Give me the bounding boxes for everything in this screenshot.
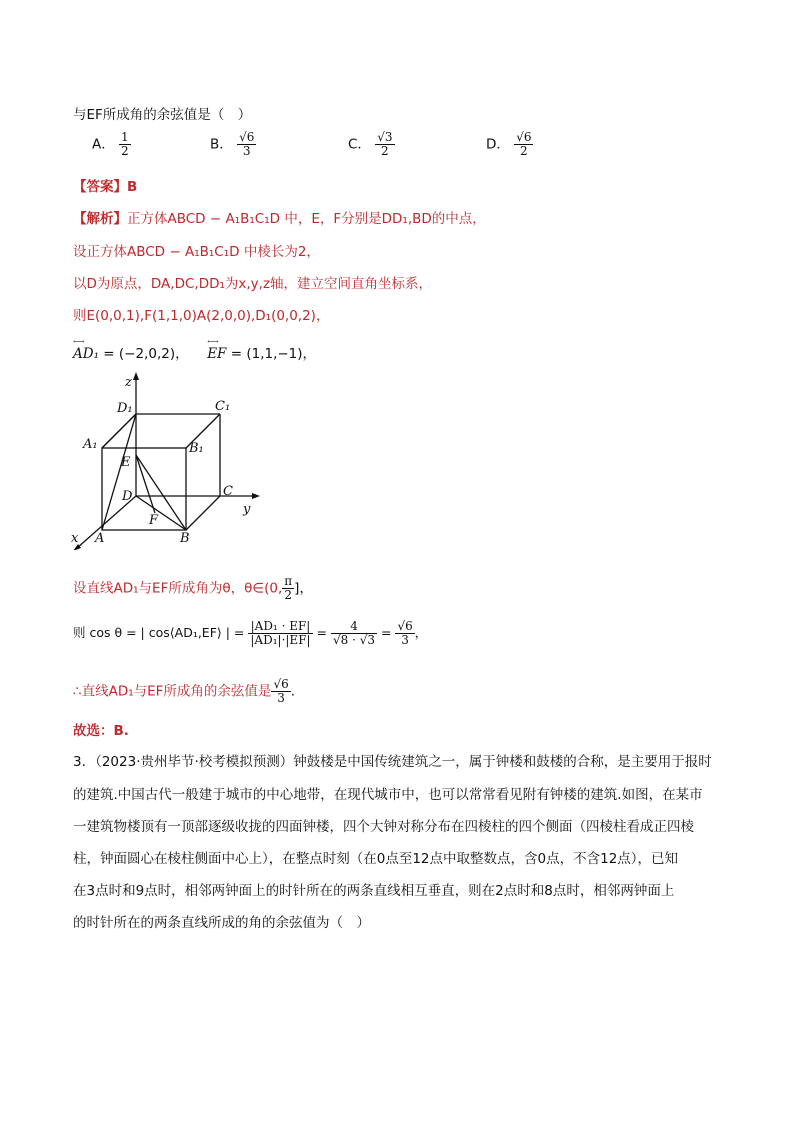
answer-label: 【答案】 xyxy=(73,179,127,195)
q3-line-2: 的建筑.中国古代一般建于城市的中心地带，在现代城市中，也可以常常看见附有钟楼的建筑.如图，在某市 xyxy=(73,787,703,803)
q3-line-6: 的时针所在的两条直线所成的角的余弦值为（ ） xyxy=(73,915,370,931)
label-c1: C₁ xyxy=(215,399,231,414)
q3-line-5: 在3点时和9点时，相邻两钟面上的时针所在的两条直线相互垂直，则在2点时和8点时，相邻两钟面上 xyxy=(73,883,675,899)
option-c-fraction: $\frac{√3}{2}$ xyxy=(377,130,393,159)
label-z: z xyxy=(125,375,132,390)
angle-line xyxy=(73,575,313,602)
vector-ef-value: = (1,1,−1)， xyxy=(230,346,317,362)
label-x: x xyxy=(71,531,79,546)
conclusion-text: ∴直线AD₁与EF所成角的余弦值是 xyxy=(73,683,272,700)
label-d1: D₁ xyxy=(117,401,133,416)
cube-diagram xyxy=(70,372,270,550)
cos-fraction-1: $\frac{\text{|AD₁ · EF|}}{\text{|AD₁|·|EF|}}$ xyxy=(250,619,311,648)
label-b: B xyxy=(180,531,190,546)
option-a xyxy=(92,131,131,158)
option-a-fraction: $\frac{1}{2}$ xyxy=(121,130,129,159)
cos-end: ， xyxy=(414,625,428,641)
cos-fraction-3: $\frac{√6}{3}$ xyxy=(397,619,413,648)
analysis-label: 【解析】 xyxy=(73,211,127,227)
analysis-text-1: 正方体ABCD − A₁B₁C₁D 中，E，F分别是DD₁,BD的中点， xyxy=(127,211,486,227)
q3-line-4: 柱，钟面圆心在棱柱侧面中心上），在整点时刻（在0点至12点中取整数点，含0点，不含12点），已知 xyxy=(73,851,679,867)
analysis-line-3: 以D为原点，DA,DC,DD₁为x,y,z轴，建立空间直角坐标系， xyxy=(73,276,433,292)
option-d-fraction: $\frac{√6}{2}$ xyxy=(516,130,532,159)
label-e: E xyxy=(121,455,131,470)
option-d xyxy=(486,131,533,158)
conclusion-fraction: $\frac{√6}{3}$ xyxy=(273,677,289,706)
option-c xyxy=(348,131,395,158)
angle-fraction: $\frac{\pi}{2}$ xyxy=(284,574,293,603)
label-a: A xyxy=(95,531,105,546)
label-f: F xyxy=(149,513,159,528)
analysis-line-2: 设正方体ABCD − A₁B₁C₁D 中棱长为2， xyxy=(73,244,320,260)
analysis-line-1 xyxy=(73,207,486,227)
option-d-letter: D． xyxy=(486,136,510,153)
cos-eq-1: = xyxy=(316,625,328,641)
label-b1: B₁ xyxy=(189,441,204,456)
vector-ad1: ←→ AD₁ xyxy=(73,346,99,362)
option-a-letter: A． xyxy=(92,136,115,153)
conclusion-end: . xyxy=(290,683,296,700)
analysis-line-4: 则E(0,0,1),F(1,1,0)A(2,0,0),D₁(0,0,2)， xyxy=(73,308,330,324)
cos-fraction-2: $\frac{4}{√8 \cdot √3}$ xyxy=(333,619,376,648)
vector-line xyxy=(73,342,316,362)
vector-ef: ←→ EF xyxy=(207,346,226,362)
option-b-fraction: $\frac{√6}{3}$ xyxy=(239,130,255,159)
label-d: D xyxy=(122,489,133,504)
cos-eq-2: = xyxy=(381,625,392,641)
q3-line-3: 一建筑物楼顶有一顶部逐级收拢的四面钟楼，四个大钟对称分布在四棱柱的四个侧面（四棱柱看成正四棱 xyxy=(73,819,694,835)
label-y: y xyxy=(243,502,251,517)
option-b-letter: B． xyxy=(210,136,233,153)
option-c-letter: C． xyxy=(348,136,371,153)
q3-line-1: 3．（2023·贵州毕节·校考模拟预测）钟鼓楼是中国传统建筑之一，属于钟楼和鼓楼的合称，是主要用于报时 xyxy=(73,754,712,770)
option-b xyxy=(210,131,256,158)
question-tail: 与EF所成角的余弦值是（ ） xyxy=(73,107,252,123)
answer-value: B xyxy=(127,179,138,195)
angle-suffix: ]， xyxy=(294,580,313,597)
choose-line: 故选：B. xyxy=(73,723,129,739)
conclusion-line xyxy=(73,678,295,705)
cos-line xyxy=(73,620,427,647)
answer-line xyxy=(73,175,137,195)
cos-prefix: 则 cos θ = | cos⟨AD₁,EF⟩ | = xyxy=(73,625,245,641)
label-a1: A₁ xyxy=(83,437,98,452)
label-c: C xyxy=(223,484,233,499)
angle-text: 设直线AD₁与EF所成角为θ，θ∈(0, xyxy=(73,580,283,597)
vector-ad1-value: = (−2,0,2)， xyxy=(103,346,189,362)
